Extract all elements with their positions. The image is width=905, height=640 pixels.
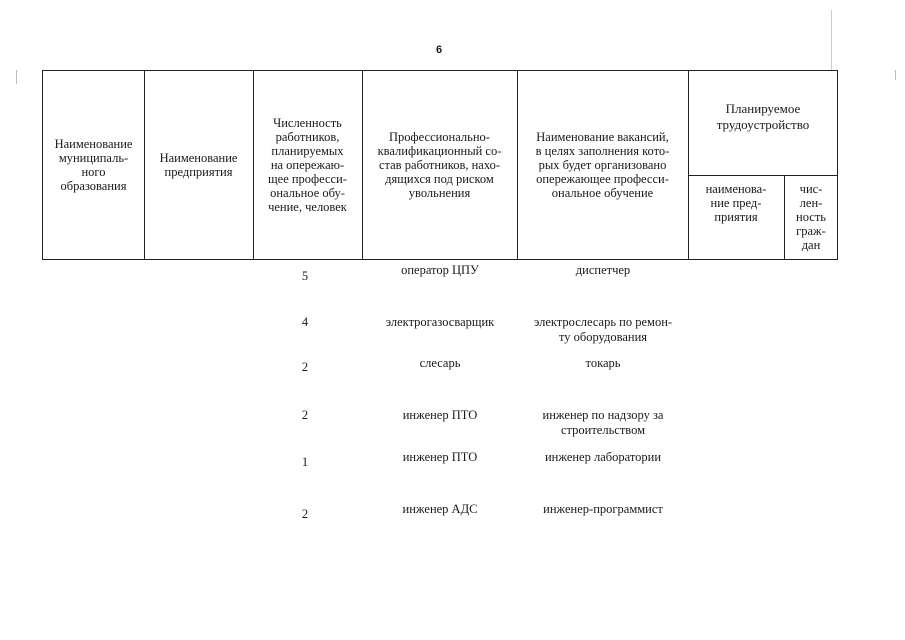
subheader-enterprise-name: наименова- ние пред- приятия	[705, 182, 767, 224]
row-worker-count: 5	[301, 269, 309, 283]
header-staff-at-risk: Профессионально- квалификационный со- став работников, нахо- дящихся под риском увольнения	[377, 130, 502, 200]
header-planned-employment: Планируемое трудоустройство	[716, 101, 810, 132]
header-enterprise: Наименование предприятия	[159, 151, 238, 179]
row-staff: инженер ПТО	[402, 450, 478, 464]
scan-mark-right	[895, 70, 896, 80]
row-worker-count: 2	[301, 507, 309, 521]
row-vacancy: инженер-программист	[543, 502, 663, 516]
row-vacancy: инженер по надзору за строительством	[542, 408, 664, 437]
row-worker-count: 2	[301, 360, 309, 374]
header-vacancies: Наименование вакансий, в целях заполнения кото- рых будет организовано опережающее професси- ональное обучение	[535, 130, 670, 200]
row-worker-count: 2	[301, 408, 309, 422]
row-vacancy: электрослесарь по ремон- ту оборудования	[533, 315, 673, 344]
scan-mark-right-edge	[831, 10, 832, 70]
row-vacancy: токарь	[585, 356, 621, 370]
scan-mark-left	[16, 70, 17, 84]
page-number: 6	[436, 44, 443, 56]
subheader-citizen-count: чис- лен- ность граж- дан	[796, 182, 826, 252]
row-staff: слесарь	[419, 356, 461, 370]
row-staff: электрогазосварщик	[385, 315, 495, 329]
row-worker-count: 1	[301, 455, 309, 469]
table-header	[42, 70, 838, 260]
row-staff: оператор ЦПУ	[401, 263, 479, 277]
header-municipality: Наименование муниципаль- ного образования	[54, 137, 133, 193]
row-worker-count: 4	[301, 315, 309, 329]
header-worker-count: Численность работников, планируемых на опережаю- щее професси- ональное обу- чение, человек	[268, 116, 347, 214]
row-staff: инженер АДС	[402, 502, 478, 516]
row-vacancy: диспетчер	[575, 263, 631, 277]
row-vacancy: инженер лаборатории	[544, 450, 662, 464]
row-staff: инженер ПТО	[402, 408, 478, 422]
